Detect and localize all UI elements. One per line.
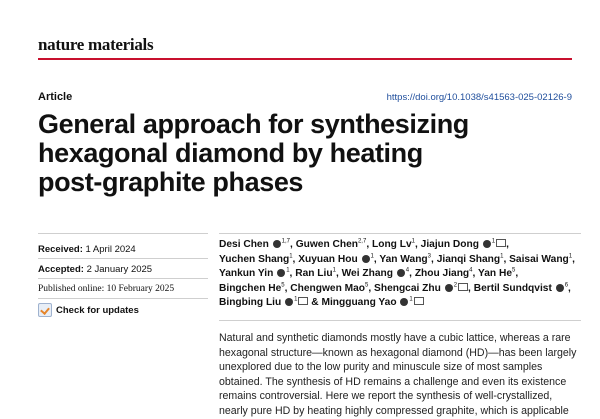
meta-divider — [38, 278, 208, 279]
author-separator: , — [290, 239, 293, 250]
author-name-text: Wei Zhang — [341, 268, 393, 279]
header-divider — [38, 58, 572, 60]
affiliation-superscript: 5 — [365, 282, 369, 289]
author-name-text: Bingbing Liu — [219, 297, 282, 308]
author-name-text: Long Lv — [372, 239, 412, 250]
author-name[interactable] — [290, 283, 371, 294]
author-separator: , — [503, 253, 507, 265]
affiliation-superscript: 1 — [491, 238, 496, 245]
journal-logo[interactable]: nature materials — [38, 35, 154, 54]
author-name-text: Guwen Chen — [295, 239, 358, 250]
abstract-line: remains controversial. Here we report the synthesis of well-crystallized, — [219, 390, 553, 403]
author-name[interactable] — [219, 268, 292, 279]
email-icon[interactable] — [496, 239, 506, 247]
meta-divider — [38, 298, 208, 299]
author-separator: , — [568, 282, 571, 294]
affiliation-superscript: 4 — [469, 267, 473, 274]
received-date — [38, 244, 136, 255]
author-separator: , — [572, 253, 575, 265]
affiliation-superscript: 4 — [405, 267, 410, 274]
affiliation-superscript: 1 — [332, 267, 336, 274]
affiliation-superscript: 6 — [564, 282, 569, 289]
author-name[interactable] — [295, 268, 339, 279]
author-name-text: Bingchen He — [219, 282, 282, 294]
author-separator: , — [409, 268, 412, 279]
affiliation-superscript: 1 — [500, 253, 504, 260]
received-value: 1 April 2024 — [85, 244, 136, 255]
affiliation-superscript: 2,7 — [357, 238, 367, 245]
author-name-text: Saisai Wang — [509, 253, 569, 265]
accepted-value: 2 January 2025 — [86, 264, 153, 275]
check-updates-label: Check for updates — [56, 304, 139, 316]
orcid-icon[interactable] — [400, 298, 408, 306]
author-name-text: Bertil Sundqvist — [473, 282, 552, 294]
doi-link[interactable]: https://doi.org/10.1038/s41563-025-02126-9 — [386, 92, 572, 103]
author-separator: , — [284, 282, 288, 294]
author-name[interactable] — [474, 283, 571, 294]
author-name[interactable] — [379, 254, 434, 265]
abstract — [219, 331, 581, 419]
meta-divider — [38, 258, 208, 259]
article-type-label: Article — [38, 91, 73, 103]
affiliation-superscript: 1,7 — [281, 238, 291, 245]
email-icon[interactable] — [414, 297, 424, 305]
author-name[interactable] — [509, 254, 575, 265]
author-name-text: Desi Chen — [219, 239, 269, 250]
abstract-line: nearly pure HD by heating highly compressed graphite, which is applicable — [219, 404, 569, 417]
affiliation-superscript: 1 — [289, 253, 293, 260]
author-name[interactable] — [219, 254, 295, 265]
author-separator: , — [468, 282, 471, 294]
author-name[interactable] — [372, 239, 418, 250]
author-separator: , — [373, 253, 377, 265]
author-name-text: Yankun Yin — [219, 268, 274, 279]
abstract-line: hexagonal structure—known as hexagonal diamond (HD)—has been largely — [219, 346, 577, 359]
author-name[interactable] — [421, 239, 509, 250]
author-name[interactable] — [342, 268, 412, 279]
authors-divider — [219, 233, 581, 234]
author-separator: , — [515, 268, 519, 279]
orcid-icon[interactable] — [273, 240, 281, 248]
author-name[interactable] — [219, 297, 319, 308]
author-separator: , — [506, 239, 509, 250]
author-name[interactable] — [321, 297, 423, 308]
author-name-text: Mingguang Yao — [321, 297, 397, 308]
affiliation-superscript: 5 — [281, 282, 285, 289]
author-separator: , — [335, 268, 339, 279]
received-label: Received: — [38, 244, 83, 255]
email-icon[interactable] — [298, 297, 308, 305]
orcid-icon[interactable] — [556, 284, 564, 292]
check-updates-icon — [38, 303, 52, 317]
author-name-text: Yuchen Shang — [219, 253, 290, 265]
abstract-line: unexplored due to the low purity and minuscule size of most samples — [219, 361, 543, 374]
author-name[interactable] — [415, 268, 476, 279]
author-name-text: Jianqi Shang — [436, 253, 501, 265]
abstract-line: obtained. The synthesis of HD remains a challenge and even its existence — [219, 375, 567, 388]
orcid-icon[interactable] — [285, 298, 293, 306]
affiliation-superscript: 1 — [294, 296, 298, 303]
orcid-icon[interactable] — [445, 284, 453, 292]
author-name-text: Ran Liu — [295, 268, 333, 279]
meta-divider — [38, 233, 208, 234]
orcid-icon[interactable] — [483, 240, 491, 248]
author-name[interactable] — [296, 239, 369, 250]
affiliation-superscript: 1 — [568, 253, 573, 260]
author-separator: , — [366, 239, 370, 250]
author-separator: , — [368, 282, 372, 294]
author-separator: , — [431, 253, 434, 265]
author-name-text: Shengcai Zhu — [374, 282, 441, 294]
accepted-date — [38, 264, 152, 275]
affiliation-superscript: 1 — [411, 238, 415, 245]
author-name-text: Chengwen Mao — [290, 282, 366, 294]
email-icon[interactable] — [458, 283, 468, 291]
authors-divider — [219, 320, 581, 321]
author-name-text: Zhou Jiang — [414, 268, 470, 279]
affiliation-superscript: 1 — [286, 267, 290, 274]
title-line: post-graphite phases — [38, 167, 304, 197]
title-line: General approach for synthesizing — [38, 109, 469, 139]
orcid-icon[interactable] — [277, 269, 285, 277]
author-name-text: Yan He — [478, 268, 512, 279]
author-name[interactable] — [374, 283, 471, 294]
affiliation-superscript: 1 — [409, 296, 413, 303]
affiliation-superscript: 2 — [453, 282, 458, 289]
abstract-line: Natural and synthetic diamonds mostly have a cubic lattice, whereas a rare — [219, 332, 571, 344]
author-list — [219, 238, 579, 311]
affiliation-superscript: 5 — [512, 267, 516, 274]
author-name-text: Jiajun Dong — [420, 239, 479, 250]
affiliation-superscript: 3 — [427, 253, 432, 260]
published-date: Published online: 10 February 2025 — [38, 284, 175, 294]
author-name[interactable] — [437, 254, 507, 265]
check-for-updates-button[interactable] — [38, 303, 139, 317]
author-name-text: Xuyuan Hou — [298, 253, 358, 265]
author-separator: , — [414, 239, 418, 250]
author-separator: , — [292, 253, 296, 265]
author-separator: & — [308, 297, 319, 308]
affiliation-superscript: 1 — [370, 253, 374, 260]
orcid-icon[interactable] — [397, 269, 405, 277]
author-name[interactable] — [298, 254, 376, 265]
author-name[interactable] — [219, 239, 293, 250]
author-name[interactable] — [219, 283, 287, 294]
author-separator: , — [472, 268, 476, 279]
author-separator: , — [289, 268, 293, 279]
author-name[interactable] — [478, 268, 518, 279]
title-line: hexagonal diamond by heating — [38, 138, 423, 168]
author-name-text: Yan Wang — [379, 253, 428, 265]
orcid-icon[interactable] — [362, 255, 370, 263]
article-title — [38, 110, 558, 197]
accepted-label: Accepted: — [38, 264, 84, 275]
